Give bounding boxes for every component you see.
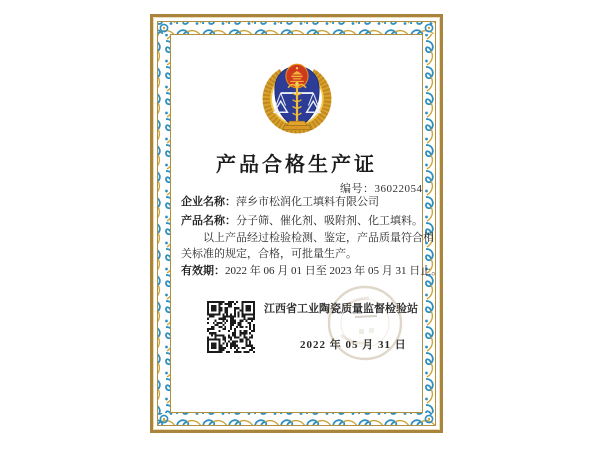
serial-label: 编号： [340, 183, 375, 195]
issue-date: 2022 年 05 月 31 日 [300, 339, 407, 351]
quality-supervision-emblem-icon [260, 56, 334, 136]
certificate-body [181, 193, 443, 279]
qr-code-icon [207, 301, 255, 353]
product-name-line [181, 212, 423, 231]
certificate [150, 14, 443, 433]
company-name-value: 萍乡市松润化工填料有限公司 [236, 196, 379, 208]
company-name-label: 企业名称： [181, 196, 236, 208]
serial-number: 36022054 [374, 183, 423, 195]
certificate-title: 产品合格生产证 [216, 154, 377, 176]
statement-line-2: 关标准的规定，合格，可批量生产。 [181, 247, 357, 260]
product-name-value: 分子筛、催化剂、吸附剂、化工填料。 [236, 215, 423, 227]
product-name-label: 产品名称： [181, 215, 236, 227]
statement-line-1: 以上产品经过检验检测、鉴定，产品质量符合相 [203, 232, 434, 244]
issuer-name: 江西省工业陶瓷质量监督检验站 [264, 303, 418, 315]
validity-line [181, 263, 443, 279]
validity-value: 2022 年 06 月 01 日至 2023 年 05 月 31 日止。 [225, 265, 443, 277]
company-name-line [181, 193, 423, 212]
validity-label: 有效期： [181, 265, 225, 277]
